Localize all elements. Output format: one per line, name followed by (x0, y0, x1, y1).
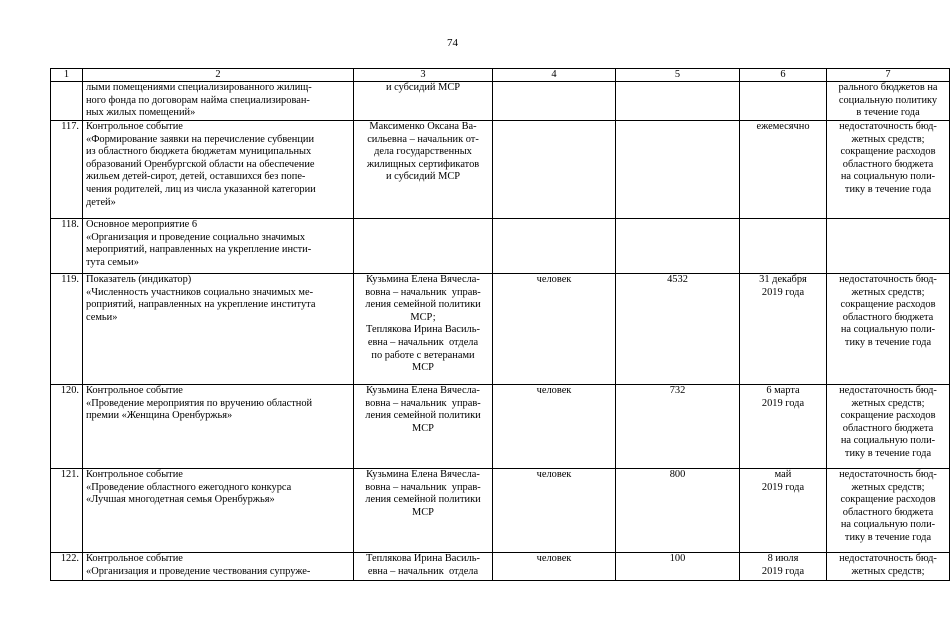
unit-cell (493, 121, 616, 219)
responsible-cell: Кузьмина Елена Вячесла- вовна – начальник управ- ления семейной политики МСР (354, 469, 493, 553)
value-cell: 732 (616, 385, 740, 469)
deadline-cell: 31 декабря 2019 года (740, 274, 827, 385)
event-cell: Контрольное событие «Формирование заявки на перечисление субвенции из областного бюджета бюджетам муниципальных образований Оренбургской области на обеспечение жильем детей-сирот, детей, оставшихся без попе- чения родителей, лиц из числа указанной категории детей» (83, 121, 354, 219)
responsible-cell (354, 219, 493, 274)
risk-cell: недостаточность бюд- жетных средств; сокращение расходов областного бюджета на социальную поли- тику в течение года (827, 469, 950, 553)
event-cell: Контрольное событие «Проведение областного ежегодного конкурса «Лучшая многодетная семья Оренбуржья» (83, 469, 354, 553)
unit-cell: человек (493, 385, 616, 469)
page-number: 74 (447, 37, 458, 49)
deadline-cell (740, 219, 827, 274)
risk-cell: недостаточность бюд- жетных средств; сокращение расходов областного бюджета на социальную поли- тику в течение года (827, 385, 950, 469)
table-row (51, 553, 950, 581)
value-cell (616, 82, 740, 121)
deadline-cell (740, 82, 827, 121)
risk-cell: рального бюджетов на социальную политику в течение года (827, 82, 950, 121)
row-number (51, 82, 83, 121)
unit-cell: человек (493, 274, 616, 385)
responsible-cell: Теплякова Ирина Василь- евна – начальник отдела (354, 553, 493, 581)
table-row (51, 219, 950, 274)
event-cell: Основное мероприятие 6 «Организация и проведение социально значимых мероприятий, направленных на укрепление инсти- тута семьи» (83, 219, 354, 274)
deadline-cell: ежемесячно (740, 121, 827, 219)
column-number: 5 (616, 69, 740, 82)
responsible-cell: Кузьмина Елена Вячесла- вовна – начальник управ- ления семейной политики МСР (354, 385, 493, 469)
activities-table (50, 68, 950, 581)
unit-cell (493, 82, 616, 121)
row-number: 119. (51, 274, 83, 385)
deadline-cell: 6 марта 2019 года (740, 385, 827, 469)
value-cell: 4532 (616, 274, 740, 385)
table-row (51, 121, 950, 219)
event-cell: Контрольное событие «Организация и проведение чествования супруже- (83, 553, 354, 581)
table-row (51, 82, 950, 121)
row-number: 118. (51, 219, 83, 274)
value-cell (616, 121, 740, 219)
column-number: 6 (740, 69, 827, 82)
unit-cell: человек (493, 469, 616, 553)
risk-cell: недостаточность бюд- жетных средств; сокращение расходов областного бюджета на социальную поли- тику в течение года (827, 121, 950, 219)
risk-cell (827, 219, 950, 274)
event-cell: Контрольное событие «Проведение мероприятия по вручению областной премии «Женщина Оренбуржья» (83, 385, 354, 469)
column-number: 1 (51, 69, 83, 82)
unit-cell: человек (493, 553, 616, 581)
risk-cell: недостаточность бюд- жетных средств; сокращение расходов областного бюджета на социальную поли- тику в течение года (827, 274, 950, 385)
unit-cell (493, 219, 616, 274)
column-number-row (51, 69, 950, 82)
table-row (51, 274, 950, 385)
row-number: 122. (51, 553, 83, 581)
value-cell (616, 219, 740, 274)
responsible-cell: Максименко Оксана Ва- сильевна – начальник от- дела государственных жилищных сертификатов и субсидий МСР (354, 121, 493, 219)
value-cell: 800 (616, 469, 740, 553)
risk-cell: недостаточность бюд- жетных средств; (827, 553, 950, 581)
column-number: 4 (493, 69, 616, 82)
event-cell: лыми помещениями специализированного жилищ- ного фонда по договорам найма специализирован- ных жилых помещений» (83, 82, 354, 121)
value-cell: 100 (616, 553, 740, 581)
column-number: 2 (83, 69, 354, 82)
column-number: 3 (354, 69, 493, 82)
table-row (51, 385, 950, 469)
row-number: 117. (51, 121, 83, 219)
table-row (51, 469, 950, 553)
deadline-cell: 8 июля 2019 года (740, 553, 827, 581)
deadline-cell: май 2019 года (740, 469, 827, 553)
column-number: 7 (827, 69, 950, 82)
event-cell: Показатель (индикатор) «Численность участников социально значимых ме- роприятий, направленных на укрепление института семьи» (83, 274, 354, 385)
responsible-cell: Кузьмина Елена Вячесла- вовна – начальник управ- ления семейной политики МСР; Теплякова Ирина Василь- евна – начальник отдела по работе с ветеранами МСР (354, 274, 493, 385)
responsible-cell: и субсидий МСР (354, 82, 493, 121)
row-number: 120. (51, 385, 83, 469)
row-number: 121. (51, 469, 83, 553)
